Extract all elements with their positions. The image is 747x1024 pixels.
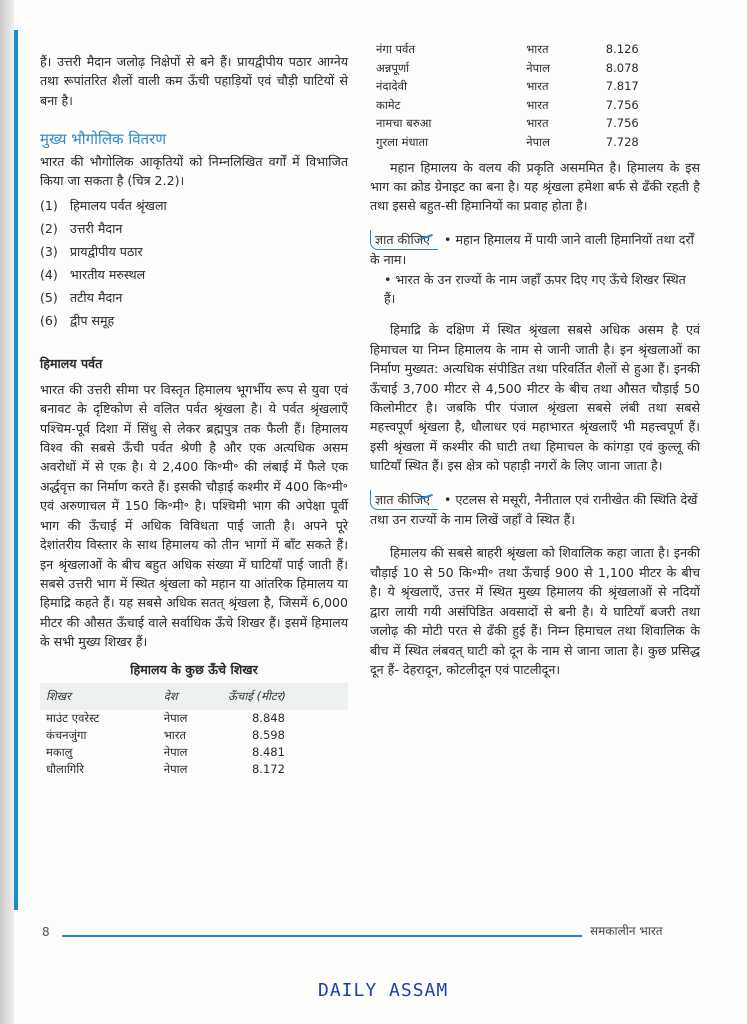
find-out-item: • महान हिमालय में पायी जाने वाली हिमानियों तथा दर्रों के नाम। <box>370 231 694 268</box>
peaks-table-title: हिमालय के कुछ ऊँचे शिखर <box>130 661 258 677</box>
list-item: (5) तटीय मैदान <box>40 290 123 306</box>
margin-accent-bar <box>14 30 18 910</box>
find-out-label: ज्ञात कीजिए <box>370 490 438 510</box>
table-row: कामेट भारत 7.756 <box>376 97 639 112</box>
table-row: नामचा बरुआ भारत 7.756 <box>376 116 639 131</box>
table-row: धौलागिरि नेपाल 8.172 <box>46 762 285 777</box>
table-row: अन्नपूर्णा नेपाल 8.078 <box>376 60 639 75</box>
find-out-item: • भारत के उन राज्यों के नाम जहाँ ऊपर दिए गए ऊँचे शिखर स्थित हैं। <box>384 271 686 306</box>
table-row: मकालु नेपाल 8.481 <box>46 745 285 760</box>
great-himalaya-paragraph: महान हिमालय के वलय की प्रकृति असममित है। हिमालय के इस भाग का क्रोड ग्रेनाइट का बना है। यह श्रृंखला हमेशा बर्फ से ढँकी रहती है तथा इससे बहुत-सी हिमानियों का प्रवाह होता है। <box>370 159 700 214</box>
himachal-paragraph: हिमाद्रि के दक्षिण में स्थित श्रृंखला सबसे अधिक असम है एवं हिमाचल या निम्न हिमालय के नाम से जानी जाती है। इन श्रृंखलाओं का निर्माण मुख्यत: अत्यधिक संपीडित तथा परिवर्तित शैलों से हुआ हैं। इनकी ऊँचाई 3,700 मीटर से 4,500 मीटर के बीच तथा औसत चौड़ाई 50 किलोमीटर है। जबकि पीर पंजाल श्रृंखला सबसे लंबी तथा सबसे महत्त्वपूर्ण श्रृंखला है, धौलाधर एवं महाभारत श्रृंखलाएँ भी महत्त्वपूर्ण हैं। इसी श्रृंखला में कश्मीर की घाटी तथा हिमाचल के कांगड़ा एवं कुल्लू की घाटियाँ स्थित हैं। इस क्षेत्र को पहाड़ी नगरों के लिए जाना जाता है। <box>370 322 700 474</box>
table-row: माउंट एवरेस्ट नेपाल 8.848 <box>46 711 285 726</box>
list-item: (2) उत्तरी मैदान <box>40 221 123 237</box>
watermark-stamp: DAILY ASSAM <box>318 980 449 1001</box>
himalaya-paragraph: भारत की उत्तरी सीमा पर विस्तृत हिमालय भूगर्भीय रूप से युवा एवं बनावट के दृष्टिकोण से वलित पर्वत श्रृंखला है। ये पर्वत श्रृंखलाएँ पश्चिम-पूर्व दिशा में सिंधु से लेकर ब्रह्मपुत्र तक फैली हैं। हिमालय विश्व की सबसे ऊँची पर्वत श्रेणी है और एक अत्यधिक असम अवरोधों में से एक है। ये 2,400 कि॰मी॰ की लंबाई में फैले एक अर्द्धवृत्त का निर्माण करते हैं। इसकी चौड़ाई कश्मीर में 400 कि॰मी॰ एवं अरुणाचल में 150 कि॰मी॰ है। पश्चिमी भाग की अपेक्षा पूर्वी भाग की ऊँचाई में अधिक विविधता पाई जाती है। अपने पूरे देशांतरीय विस्तार के साथ हिमालय को तीन भागों में बाँट सकते हैं। इन श्रृंखलाओं के बीच बहुत अधिक संख्या में घाटियाँ पाई जाती हैं। सबसे उत्तरी भाग में स्थित श्रृंखला को महान या आंतरिक हिमालय या हिमाद्रि कहते हैं। यह सबसे अधिक सतत् श्रृंखला है, जिसमें 6,000 मीटर की औसत ऊँचाई वाले सर्वाधिक ऊँचे शिखर हैं। इसमें हिमालय के सभी मुख्य शिखर हैं। <box>40 381 348 650</box>
page-number: 8 <box>42 925 50 939</box>
footer-rule <box>62 935 582 937</box>
list-item: (1) हिमालय पर्वत श्रृंखला <box>40 198 167 214</box>
intro-paragraph: हैं। उत्तरी मैदान जलोढ़ निक्षेपों से बने हैं। प्रायद्वीपीय पठार आग्नेय तथा रूपांतरित शैलों वाली कम ऊँची पहाड़ियों एवं चौड़ी घाटियों से बना है। <box>40 54 348 108</box>
page-spine-shadow <box>0 0 14 1024</box>
shivalik-paragraph: हिमालय की सबसे बाहरी श्रृंखला को शिवालिक कहा जाता है। इनकी चौड़ाई 10 से 50 कि॰मी॰ तथा ऊँचाई 900 से 1,100 मीटर के बीच है। ये श्रृंखलाएँ, उत्तर में स्थित मुख्य हिमालय की श्रृंखलाओं से नदियों द्वारा लायी गयी असंपिडित अवसादों से बनी है। ये घाटियाँ बजरी तथा जलोढ़ की मोटी परत से ढँकी हुई हैं। निम्न हिमाचल तथा शिवालिक के बीच में स्थित लंबवत् घाटी को दून के नाम से जाना जाता है। कुछ प्रसिद्ध दून हैं- देहरादून, कोटलीदून एवं पाटलीदून। <box>370 545 700 677</box>
peaks-table <box>40 683 348 778</box>
himalaya-heading: हिमालय पर्वत <box>40 356 103 372</box>
list-item: (4) भारतीय मरुस्थल <box>40 267 146 283</box>
table-row: नंगा पर्वत भारत 8.126 <box>376 42 639 56</box>
table-row: गुरला मंधाता नेपाल 7.728 <box>376 134 639 149</box>
peaks-table-continued <box>370 40 700 152</box>
book-title: समकालीन भारत <box>590 924 663 938</box>
find-out-item: • एटलस से मसूरी, नैनीताल एवं रानीखेत की स्थिति देखें तथा उन राज्यों के नाम लिखें जहाँ वे स्थित हैं। <box>370 491 698 528</box>
left-column <box>40 52 348 778</box>
table-row: नंदादेवी भारत 7.817 <box>376 79 639 94</box>
physiographic-list <box>40 194 348 332</box>
list-item: (3) प्रायद्वीपीय पठार <box>40 244 143 260</box>
table-row: कंचनजुंगा भारत 8.598 <box>46 728 285 743</box>
column-header: देश <box>158 683 222 710</box>
section-heading: मुख्य भौगोलिक वितरण <box>40 130 167 149</box>
list-item: (6) द्वीप समूह <box>40 313 115 329</box>
find-out-box-2 <box>370 490 700 530</box>
section-body: भारत की भौगोलिक आकृतियों को निम्नलिखित वर्गों में विभाजित किया जा सकता है (चित्र 2.2)। <box>40 153 348 189</box>
column-header: ऊँचाई (मीटर) <box>222 683 348 710</box>
right-column <box>370 40 700 679</box>
find-out-label: ज्ञात कीजिए <box>370 230 438 250</box>
table-header-row <box>40 683 348 710</box>
column-header: शिखर <box>40 683 158 710</box>
find-out-box-1 <box>370 230 700 309</box>
